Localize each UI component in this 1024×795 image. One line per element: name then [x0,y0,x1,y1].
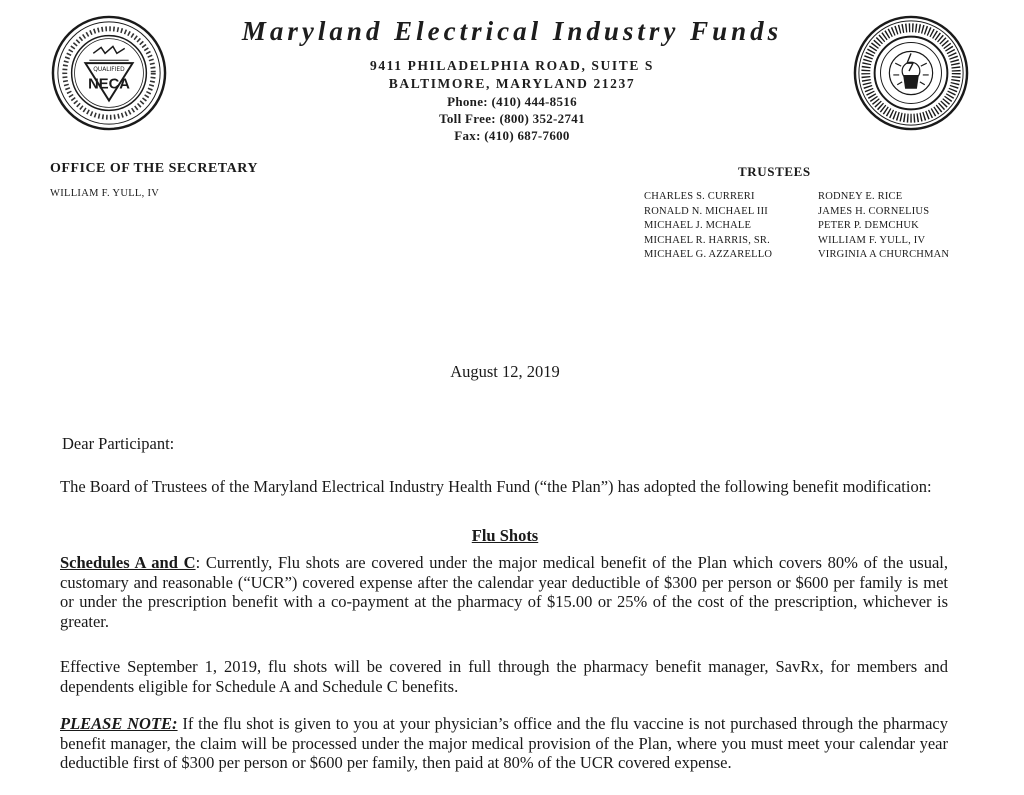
note-text: If the flu shot is given to you at your physician’s office and the flu vaccine is not purchased through the pharmacy benefit manager, the claim will be processed under the major medical provision of the Plan, where you must meet your calendar year deductible first of $300 per person or $600 per family, then paid at 80% of the UCR covered expense. [60,714,948,772]
trustee-name: WILLIAM F. YULL, IV [818,234,926,246]
intro-paragraph: The Board of Trustees of the Maryland Electrical Industry Health Fund (“the Plan”) has adopted the following benefit modification: [60,477,932,496]
trustee-name: CHARLES S. CURRERI [644,191,755,202]
trustees-right-column [818,190,949,263]
schedules-paragraph [60,553,948,631]
trustee-name: PETER P. DEMCHUK [818,220,919,231]
schedules-label: Schedules A and C [60,553,196,572]
salutation: Dear Participant: [62,434,175,453]
fax: Fax: (410) 687-7600 [454,128,570,143]
trustee-name: RODNEY E. RICE [818,191,903,202]
trustee-name: MICHAEL R. HARRIS, SR. [644,234,770,246]
trustees-title: TRUSTEES [738,164,811,179]
trustees-left-column [644,190,772,263]
section-heading: Flu Shots [471,526,539,545]
seal-qualified-text: QUALIFIED [93,67,125,74]
note-label: PLEASE NOTE: [60,714,178,733]
schedules-text: : Currently, Flu shots are covered under the major medical benefit of the Plan which covers 80% of the usual, customary and reasonable (“UCR”) covered expense after the calendar year deductible of $300 per person or $600 per family is met or under the prescription benefit with a co-payment at the pharmacy of $15.00 or 25% of the cost of the prescription, whichever is greater. [60,553,949,631]
effective-paragraph: Effective September 1, 2019, flu shots will be covered in full through the pharmacy benefit manager, SavRx, for members and dependents eligible for Schedule A and Schedule C benefits. [60,657,948,696]
address-line-2: BALTIMORE, MARYLAND 21237 [388,76,636,91]
office-title: OFFICE OF THE SECRETARY [50,161,258,176]
seal-neca-text: NECA [88,76,130,93]
letter-date: August 12, 2019 [450,362,560,381]
secretary-name: WILLIAM F. YULL, IV [50,188,160,199]
trustee-name: JAMES H. CORNELIUS [818,205,930,217]
toll-free: Toll Free: (800) 352-2741 [439,111,585,126]
phone: Phone: (410) 444-8516 [447,94,577,109]
trustee-name: VIRGINIA A CHURCHMAN [818,249,950,260]
org-name: Maryland Electrical Industry Funds [241,16,783,46]
note-paragraph [60,714,948,773]
address-line-1: 9411 PHILADELPHIA ROAD, SUITE S [369,58,655,73]
trustee-name: MICHAEL G. AZZARELLO [644,249,773,260]
trustee-name: RONALD N. MICHAEL III [644,205,768,217]
trustee-name: MICHAEL J. MCHALE [644,220,752,231]
